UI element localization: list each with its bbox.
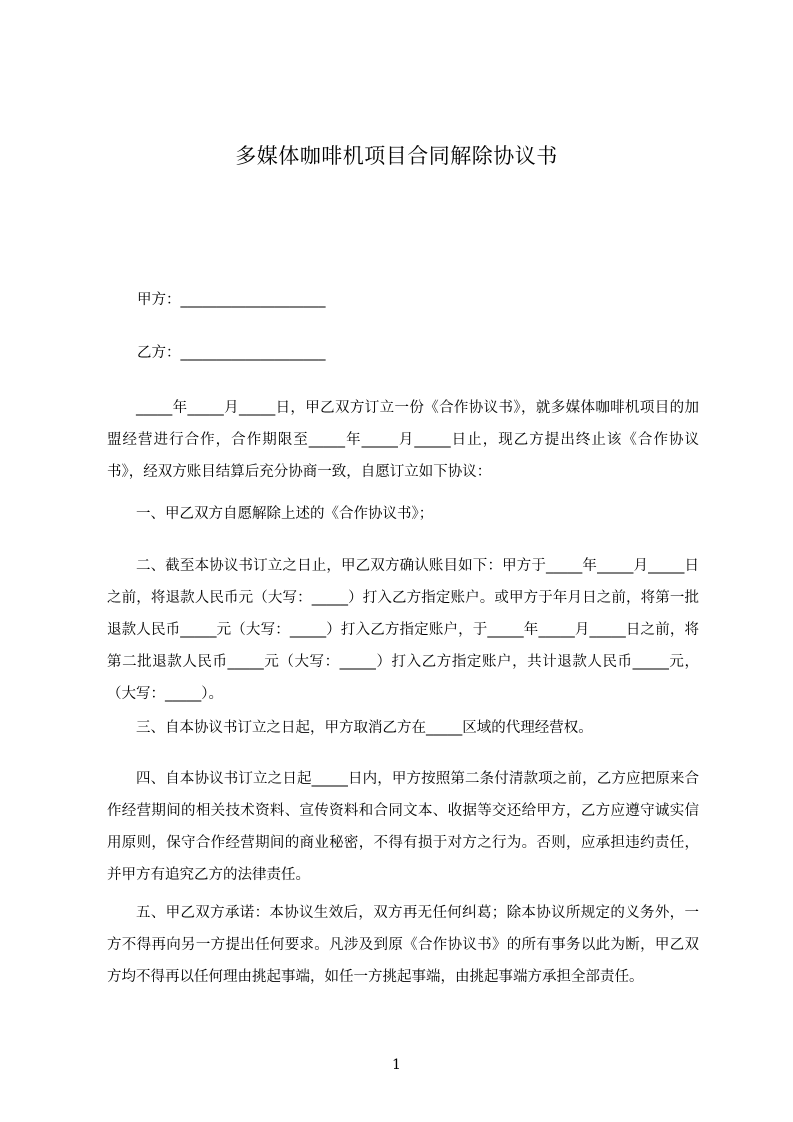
clause-1: 一、甲乙双方自愿解除上述的《合作协议书》； (136, 506, 434, 522)
party-a-line: 甲方：____________________ (137, 292, 326, 308)
intro-paragraph: _____年_____月_____日，甲乙双方订立一份《合作协议书》，就多媒体咖啡机项目的加盟经营进行合作，合作期限至_____年_____月_____日止，现乙方提出终止该《合作协议书》，经双方账目结算后充分协商一致，自愿订立如下协议： (107, 400, 699, 480)
document-title: 多媒体咖啡机项目合同解除协议书 (235, 144, 558, 168)
clause-4: 四、自本协议书订立之日起_____日内，甲方按照第二条付清款项之前，乙方应把原来合作经营期间的相关技术资料、宣传资料和合同文本、收据等交还给甲方，乙方应遵守诚实信用原则，保守合作经营期间的商业秘密，不得有损于对方之行为。否则，应承担违约责任，并甲方有追究乙方的法律责任。 (107, 771, 699, 883)
clause-2: 二、截至本协议书订立之日止，甲乙双方确认账目如下：甲方于_____年_____月_____日之前，将退款人民币元（大写：_____）打入乙方指定账户。或甲方于年月日之前，将第一批退款人民币_____元（大写：_____）打入乙方指定账户，于_____年_____月_____日之前，将第二批退款人民币_____元（大写：_____）打入乙方指定账户，共计退款人民币_____元，（大写：_____）。 (107, 558, 699, 702)
clause-5: 五、甲乙双方承诺：本协议生效后，双方再无任何纠葛；除本协议所规定的义务外，一方不得再向另一方提出任何要求。凡涉及到原《合作协议书》的所有事务以此为断，甲乙双方均不得再以任何理由挑起事端，如任一方挑起事端，由挑起事端方承担全部责任。 (107, 905, 699, 985)
page-number: 1 (392, 1057, 401, 1073)
clause-3: 三、自本协议书订立之日起，甲方取消乙方在_____区域的代理经营权。 (136, 720, 593, 736)
party-b-line: 乙方：____________________ (137, 345, 326, 361)
